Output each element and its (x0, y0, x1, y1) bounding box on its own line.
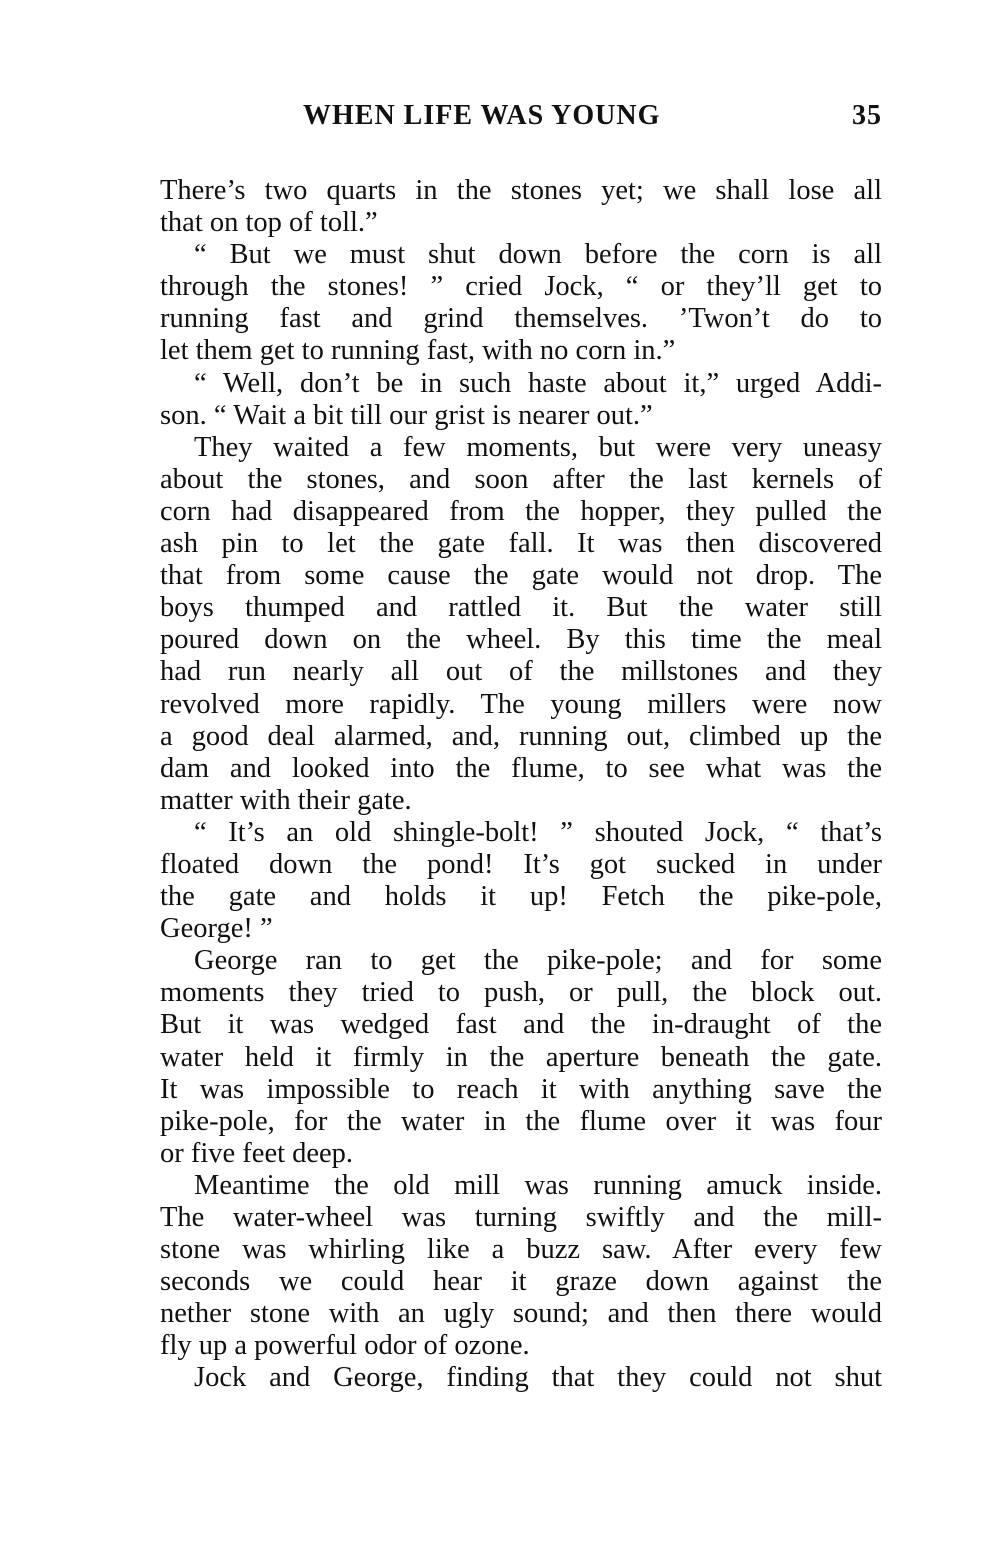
text-line: water held it firmly in the aperture beneath the gate. (160, 1041, 882, 1073)
text-line: moments they tried to push, or pull, the block out. (160, 977, 882, 1009)
text-line: running fast and grind themselves. ’Twon’t do to (160, 303, 882, 335)
text-line: “ Well, don’t be in such haste about it,” urged Addi- (194, 367, 882, 399)
text-line: that on top of toll.” (160, 207, 378, 239)
text-line: about the stones, and soon after the last kernels of (160, 463, 882, 495)
text-line: matter with their gate. (160, 784, 412, 816)
text-line: It was impossible to reach it with anything save the (160, 1073, 882, 1105)
text-line: through the stones! ” cried Jock, “ or they’ll get to (160, 271, 882, 303)
running-head (160, 100, 882, 140)
text-line: The water-wheel was turning swiftly and the mill- (160, 1202, 882, 1233)
text-line: nether stone with an ugly sound; and then there would (160, 1298, 882, 1330)
text-line: let them get to running fast, with no corn in.” (160, 335, 676, 367)
text-line: a good deal alarmed, and, running out, climbed up the (160, 720, 882, 752)
text-line: or five feet deep. (160, 1137, 354, 1169)
text-line: stone was whirling like a buzz saw. After every few (160, 1234, 882, 1266)
text-line: dam and looked into the flume, to see what was the (160, 752, 882, 784)
text-line: “ It’s an old shingle-bolt! ” shouted Jock, “ that’s (194, 816, 882, 848)
text-line: “ But we must shut down before the corn is all (194, 239, 882, 271)
text-line: revolved more rapidly. The young millers were now (160, 688, 882, 720)
text-line: ash pin to let the gate fall. It was then discovered (160, 528, 882, 560)
text-line: George! ” (160, 913, 273, 945)
text-line: son. “ Wait a bit till our grist is nearer out.” (160, 399, 653, 431)
body-text (160, 175, 882, 1395)
text-line: They waited a few moments, but were very uneasy (194, 431, 882, 463)
text-line: seconds we could hear it graze down against the (160, 1266, 882, 1298)
text-line: boys thumped and rattled it. But the water still (160, 592, 882, 624)
text-line: corn had disappeared from the hopper, they pulled the (160, 495, 882, 527)
text-line: that from some cause the gate would not drop. The (160, 560, 882, 592)
text-line: Jock and George, finding that they could not shut (194, 1362, 882, 1394)
page-number: 35 (852, 100, 882, 131)
running-head-title: WHEN LIFE WAS YOUNG (303, 100, 661, 131)
text-line: fly up a powerful odor of ozone. (160, 1330, 530, 1362)
text-line: poured down on the wheel. By this time the meal (160, 624, 882, 656)
text-line: There’s two quarts in the stones yet; we shall lose all (160, 175, 882, 206)
text-line: George ran to get the pike-pole; and for some (194, 945, 882, 977)
text-line: Meantime the old mill was running amuck inside. (194, 1169, 882, 1201)
text-line: But it was wedged fast and the in-draught of the (160, 1009, 882, 1041)
text-line: pike-pole, for the water in the flume over it was four (160, 1105, 882, 1137)
text-line: floated down the pond! It’s got sucked in under (160, 848, 882, 880)
text-line: had run nearly all out of the millstones and they (160, 656, 882, 688)
text-line: the gate and holds it up! Fetch the pike-pole, (160, 881, 882, 913)
